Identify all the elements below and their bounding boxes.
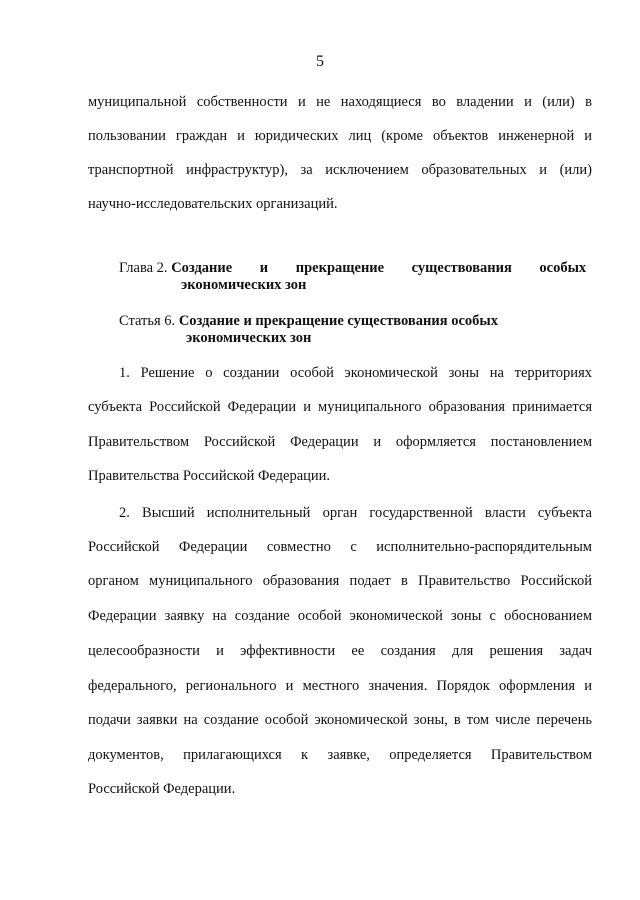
paragraph-2-line-3: органом муниципального образования подает в Правительство Российской — [88, 573, 592, 589]
paragraph-2-line-6: федерального, регионального и местного значения. Порядок оформления и — [88, 678, 592, 694]
paragraph-2-line-8: документов, прилагающихся к заявке, определяется Правительством — [88, 747, 592, 763]
page-number: 5 — [316, 53, 324, 70]
chapter-title-line-1: Создание и прекращение существования особых — [171, 260, 587, 276]
intro-line-2: пользовании граждан и юридических лиц (кроме объектов инженерной и — [88, 128, 592, 144]
article-prefix: Статья 6. — [119, 313, 176, 329]
paragraph-2-line-2: Российской Федерации совместно с исполнительно-распорядительным — [88, 539, 592, 555]
article-title-line-2: экономических зон — [186, 330, 312, 346]
paragraph-1-line-1: 1. Решение о создании особой экономической зоны на территориях — [119, 365, 592, 381]
paragraph-1-line-4: Правительства Российской Федерации. — [88, 468, 331, 484]
intro-line-1: муниципальной собственности и не находящиеся во владении и (или) в — [88, 94, 592, 110]
paragraph-2-line-4: Федерации заявку на создание особой экономической зоны с обоснованием — [88, 608, 592, 624]
paragraph-2-line-9: Российской Федерации. — [88, 781, 236, 797]
chapter-heading — [119, 259, 592, 277]
paragraph-1-line-2: субъекта Российской Федерации и муниципального образования принимается — [88, 399, 592, 415]
chapter-prefix: Глава 2. — [119, 260, 168, 276]
paragraph-2-line-7: подачи заявки на создание особой экономической зоны, в том числе перечень — [88, 712, 592, 728]
paragraph-2-line-1: 2. Высший исполнительный орган государственной власти субъекта — [119, 505, 592, 521]
article-title-line-1: Создание и прекращение существования особых — [178, 313, 498, 329]
intro-line-3: транспортной инфраструктур), за исключением образовательных и (или) — [88, 162, 592, 178]
intro-line-4: научно-исследовательских организаций. — [88, 196, 338, 212]
article-heading — [119, 312, 592, 330]
paragraph-1-line-3: Правительством Российской Федерации и оформляется постановлением — [88, 434, 592, 450]
paragraph-2-line-5: целесообразности и эффективности ее создания для решения задач — [88, 643, 592, 659]
chapter-title-line-2: экономических зон — [181, 277, 307, 293]
